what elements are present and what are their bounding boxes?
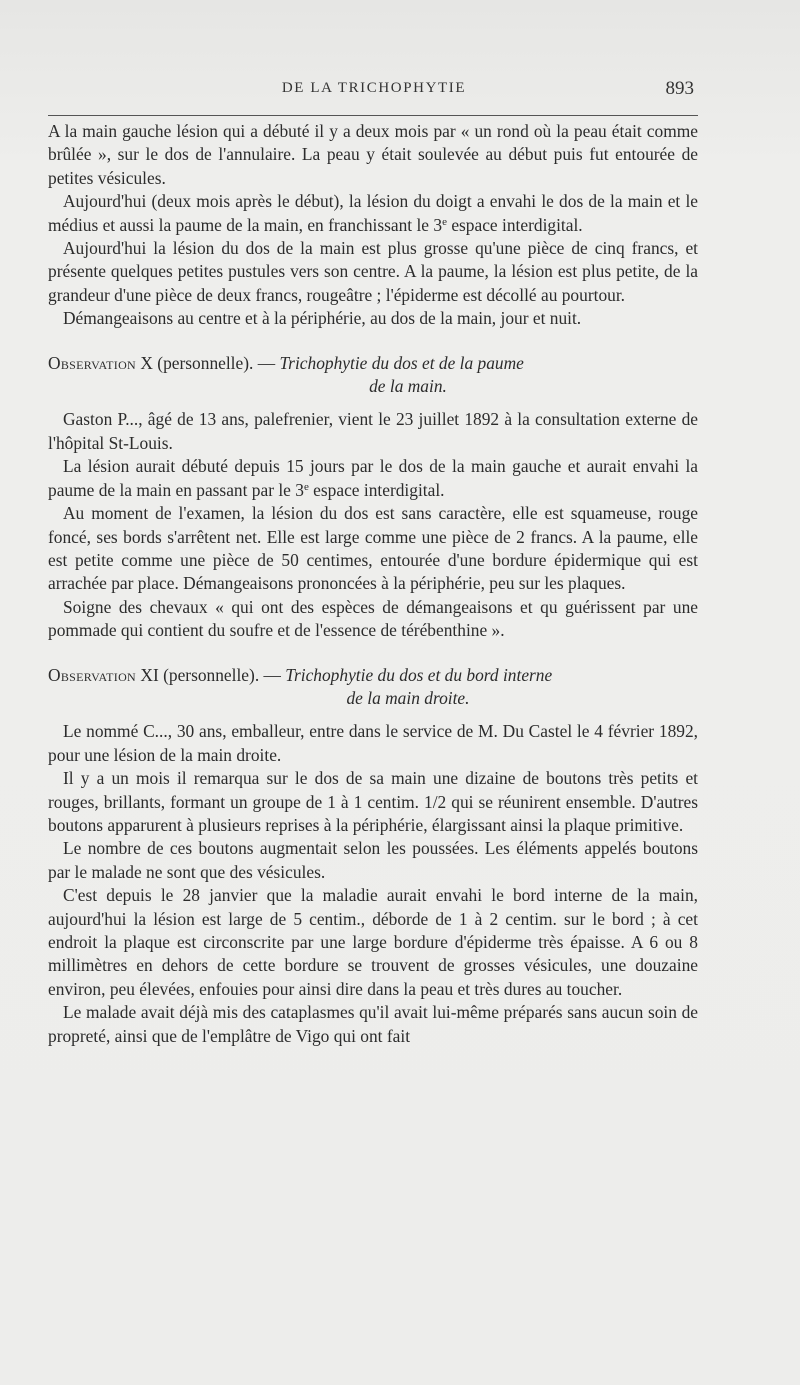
observation-xi-paragraph-2: Il y a un mois il remarqua sur le dos de sa main une dizaine de boutons très petits et rouges, brillants, formant un groupe de 1 à 1 centim. 1/2 qui se réunirent ensemble. D'autres boutons apparurent à plusieurs reprises à la périphérie, élargissant ainsi la plaque primitive.: [48, 768, 698, 835]
observation-x-paragraph-1: Gaston P..., âgé de 13 ans, palefrenier, vient le 23 juillet 1892 à la consultation externe de l'hôpital St-Louis.: [48, 409, 698, 453]
observation-xi-subtitle: de la main droite.: [346, 687, 470, 708]
page-header: [48, 80, 700, 110]
running-title: DE LA TRICHOPHYTIE: [281, 80, 467, 96]
intro-paragraph-1: A la main gauche lésion qui a débuté il y a deux mois par « un rond où la peau était comme brûlée », sur le dos de l'annulaire. La peau y était soulevée au début puis fut entourée de petites vésicules.: [48, 121, 698, 188]
observation-xi-number: XI (personnelle). —: [136, 664, 286, 685]
observation-x-paragraph-4: Soigne des chevaux « qui ont des espèces de démangeaisons et qu guérissent par une pommade qui contient du soufre et de l'essence de térébenthine ».: [48, 596, 698, 641]
observation-xi-paragraph-1: Le nommé C..., 30 ans, emballeur, entre dans le service de M. Du Castel le 4 février 1892, pour une lésion de la main droite.: [48, 721, 698, 765]
intro-paragraph-4: Démangeaisons au centre et à la périphérie, au dos de la main, jour et nuit.: [63, 308, 582, 329]
observation-xi-paragraph-3: Le nombre de ces boutons augmentait selon les poussées. Les éléments appelés boutons par le malade ne sont que des vésicules.: [48, 838, 698, 882]
observation-xi-title: Trichophytie du dos et du bord interne: [285, 664, 553, 685]
observation-x-label: Observation: [48, 352, 137, 373]
ordinal-superscript: e: [303, 480, 309, 493]
observation-xi-paragraph-4: C'est depuis le 28 janvier que la maladie aurait envahi le bord interne de la main, aujourd'hui la lésion est large de 5 centim., déborde de 1 à 2 centim. sur le bord ; à cet endroit la plaque est circonscrite par une large bordure d'épiderme très épaisse. A 6 ou 8 millimètres en dehors de cette bordure se trouvent de grosses vésicules, une douzaine environ, peu élevées, enfouies pour ainsi dire dans la peau et très dures au toucher.: [48, 885, 698, 999]
observation-x-paragraph-2-tail: espace interdigital.: [308, 479, 445, 500]
observation-x-subtitle: de la main.: [369, 376, 447, 397]
observation-xi-label: Observation: [48, 664, 137, 685]
intro-paragraph-3: Aujourd'hui la lésion du dos de la main est plus grosse qu'une pièce de cinq francs, et présente quelques petites pustules vers son centre. A la paume, la lésion est plus petite, de la grandeur d'une pièce de deux francs, rougeâtre ; l'épiderme est décollé au pourtour.: [48, 238, 698, 305]
header-rule: [48, 115, 698, 116]
observation-x-paragraph-2: [48, 455, 698, 502]
page-number: 893: [665, 78, 694, 99]
observation-x-number: X (personnelle). —: [136, 352, 280, 373]
ordinal-superscript: e: [442, 215, 447, 228]
intro-paragraph-2-text: Aujourd'hui (deux mois après le début), la lésion du doigt a envahi le dos de la main et le médius et aussi la paume de la main, en franchissant le 3: [48, 191, 698, 235]
observation-xi-paragraph-5: Le malade avait déjà mis des cataplasmes qu'il avait lui-même préparés sans aucun soin de propreté, ainsi que de l'emplâtre de Vigo qui ont fait: [48, 1002, 698, 1046]
body-text: [48, 120, 698, 1048]
observation-x-heading: [48, 331, 698, 375]
observation-x-paragraph-2-text: La lésion aurait débuté depuis 15 jours par le dos de la main gauche et aurait envahi la paume de la main en passant par le 3: [48, 456, 698, 500]
observation-x-paragraph-3: Au moment de l'examen, la lésion du dos est sans caractère, elle est squameuse, rouge foncé, ses bords s'arrêtent net. Elle est large comme une pièce de 2 francs. A la paume, elle est petite comme une pièce de 50 centimes, entourée d'une bordure épidermique qui est arrachée par place. Démangeaisons prononcées à la périphérie, peu sur les plaques.: [48, 503, 698, 594]
observation-x-title: Trichophytie du dos et de la paume: [279, 352, 524, 373]
intro-paragraph-2: [48, 190, 698, 237]
intro-paragraph-2-tail: espace interdigital.: [446, 214, 583, 235]
observation-xi-heading: [48, 643, 698, 687]
